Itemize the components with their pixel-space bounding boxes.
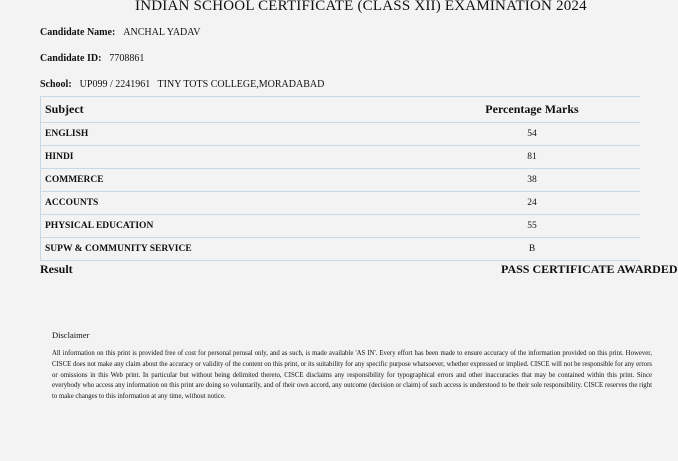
- table-row: [41, 146, 641, 169]
- subject-cell: COMMERCE: [41, 169, 339, 192]
- page-title: INDIAN SCHOOL CERTIFICATE (CLASS XII) EXAMINATION 2024: [135, 0, 587, 14]
- table-header-row: [41, 97, 641, 123]
- subject-cell: ENGLISH: [41, 123, 339, 146]
- subject-cell: SUPW & COMMUNITY SERVICE: [41, 238, 339, 261]
- marks-cell: 38: [338, 169, 640, 192]
- disclaimer-text: All information on this print is provided free of cost for personal perusal only, and as such, is made available 'AS IN'. Every effort has been made to ensure accuracy of the information provided on this print. However, CISCE does not make any claim about the accuracy or validity of the content on this print, or its suitability for any specific purpose whatsoever, whether expressed or implied. CISCE will not be responsible for any errors or omissions in this Web print. In particular but without being delimited thereto, CISCE disclaims any responsibility for typographical errors and other inaccuracies that may be contained within this print. Since everybody who access any information on this print are doing so voluntarily, and of their own accord, any outcome (decision or claim) of such access is understood to be their sole responsibility. CISCE reserves the right to make changes to this information at any time, without notice.: [52, 350, 652, 401]
- marks-cell: 54: [338, 123, 640, 146]
- school-row: [40, 79, 324, 90]
- result-label: Result: [40, 262, 73, 276]
- table-row: [41, 169, 641, 192]
- marks-cell: 24: [338, 192, 640, 215]
- subject-cell: ACCOUNTS: [41, 192, 339, 215]
- candidate-name-value: ANCHAL YADAV: [123, 27, 201, 38]
- result-value: PASS CERTIFICATE AWARDED: [501, 262, 678, 276]
- percentage-column-header: Percentage Marks: [338, 97, 640, 123]
- table-row: [41, 215, 641, 238]
- candidate-name-label: Candidate Name:: [40, 27, 116, 38]
- candidate-id-row: [40, 53, 144, 64]
- marks-table: [40, 96, 640, 261]
- subject-column-header: Subject: [41, 97, 339, 123]
- table-row: [41, 238, 641, 261]
- marks-cell: 55: [338, 215, 640, 238]
- table-row: [41, 192, 641, 215]
- candidate-id-value: 7708861: [109, 53, 145, 64]
- disclaimer-title: Disclaimer: [52, 330, 90, 340]
- marks-cell: 81: [338, 146, 640, 169]
- subject-cell: PHYSICAL EDUCATION: [41, 215, 339, 238]
- candidate-name-row: [40, 27, 200, 38]
- school-value: UP099 / 2241961 TINY TOTS COLLEGE,MORADABAD: [79, 79, 325, 90]
- marks-cell: B: [338, 238, 640, 261]
- school-label: School:: [40, 79, 72, 90]
- table-row: [41, 123, 641, 146]
- candidate-id-label: Candidate ID:: [40, 53, 102, 64]
- subject-cell: HINDI: [41, 146, 339, 169]
